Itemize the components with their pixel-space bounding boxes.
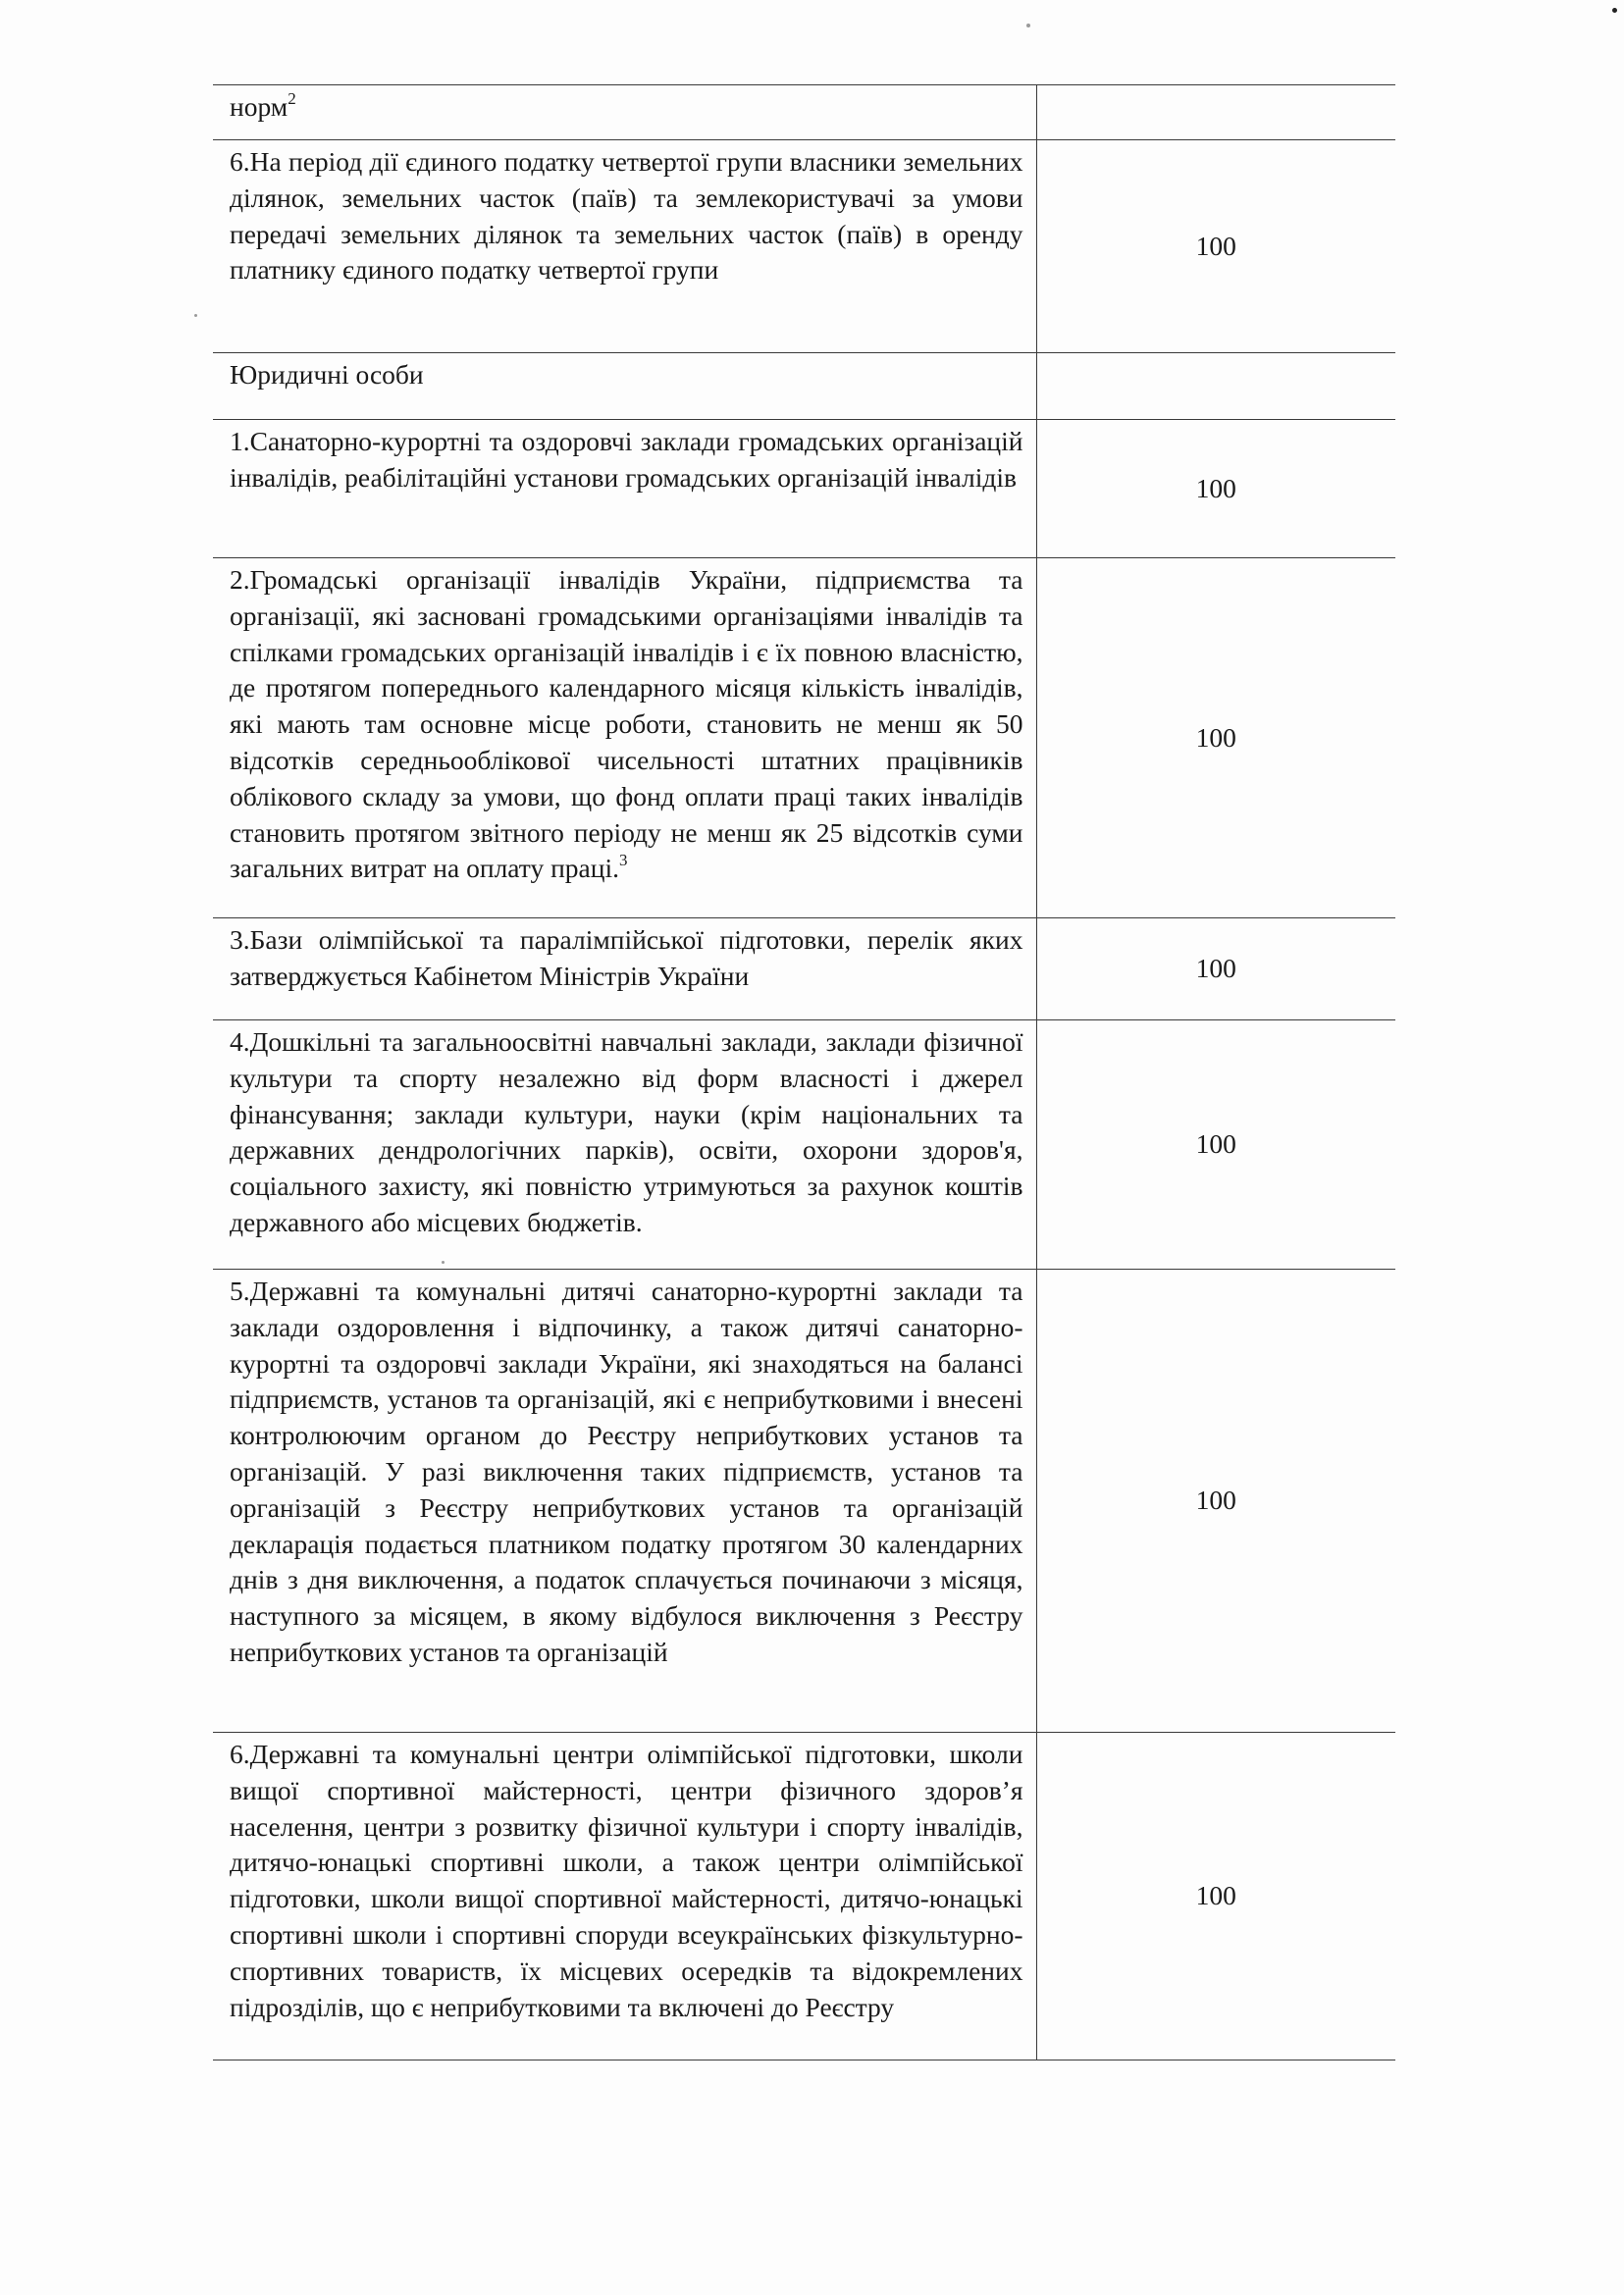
row-text: 1.Санаторно-курортні та оздоровчі заклади громадських організацій інвалідів, реабілітаційні установи громадських організацій інвалідів: [230, 426, 1023, 493]
row-text: 5.Державні та комунальні дитячі санаторно-курортні заклади та заклади оздоровлення і відпочинку, а також дитячі санаторно-курортні та оздоровчі заклади України, які знаходяться на балансі підприємств, установ та організацій, які є неприбутковими і внесені контролюючим органом до Реєстру неприбуткових установ та організацій. У разі виключення таких підприємств, установ та організацій з Реєстру неприбуткових установ та організацій декларація подається платником податку протягом 30 календарних днів з дня виключення, а податок сплачується починаючи з місяця, наступного за місяцем, в якому відбулося виключення з Реєстру неприбуткових установ та організацій: [230, 1276, 1023, 1667]
row-description: [213, 1270, 1036, 1733]
table-row: [213, 140, 1395, 353]
row-text: 3.Бази олімпійської та паралімпійської підготовки, перелік яких затверджується Кабінетом Міністрів України: [230, 924, 1023, 991]
table-row: [213, 420, 1395, 558]
row-description: [213, 1733, 1036, 2060]
scan-speck: [1612, 8, 1617, 13]
table-row: [213, 1733, 1395, 2060]
scan-speck: [194, 314, 197, 317]
row-description: [213, 1020, 1036, 1270]
table-row: [213, 558, 1395, 918]
row-rate: 100: [1036, 918, 1395, 1020]
footnote-marker: 2: [288, 89, 296, 108]
row-description: [213, 558, 1036, 918]
row-text: норм: [230, 91, 288, 122]
row-text: Юридичні особи: [230, 359, 424, 390]
footnote-marker: 3: [618, 851, 628, 870]
row-rate: 100: [1036, 420, 1395, 558]
row-description: [213, 85, 1036, 140]
table-row: [213, 1270, 1395, 1733]
table-row: [213, 918, 1395, 1020]
row-description: [213, 140, 1036, 353]
row-text: 4.Дошкільні та загальноосвітні навчальні заклади, заклади фізичної культури та спорту незалежно від форм власності і джерел фінансування; заклади культури, науки (крім національних та державних дендрологічних парків), освіти, охорони здоров'я, соціального захисту, які повністю утримуються за рахунок коштів державного або місцевих бюджетів.: [230, 1026, 1023, 1237]
row-rate: 100: [1036, 1733, 1395, 2060]
table-row: [213, 85, 1395, 140]
row-rate: 100: [1036, 1020, 1395, 1270]
scan-speck: [1026, 24, 1030, 27]
row-rate: [1036, 353, 1395, 420]
row-rate: 100: [1036, 140, 1395, 353]
tax-benefits-table: [213, 84, 1395, 2060]
row-rate: [1036, 85, 1395, 140]
row-description: [213, 918, 1036, 1020]
table-row: [213, 353, 1395, 420]
table-row: [213, 1020, 1395, 1270]
row-text: 2.Громадські організації інвалідів України, підприємства та організації, які засновані громадськими організаціями інвалідів та спілками громадських організацій інвалідів і є їх повною власністю, де протягом попереднього календарного місяця кількість інвалідів, які мають там основне місце роботи, становить не менш як 50 відсотків середньооблікової чисельності штатних працівників облікового складу за умови, що фонд оплати праці таких інвалідів становить протягом звітного періоду не менш як 25 відсотків суми загальних витрат на оплату праці.: [230, 564, 1023, 884]
row-rate: 100: [1036, 558, 1395, 918]
row-text: 6.Державні та комунальні центри олімпійської підготовки, школи вищої спортивної майстерності, центри фізичного здоров’я населення, центри з розвитку фізичної культури і спорту інвалідів, дитячо-юнацькі спортивні школи, а також центри олімпійської підготовки, школи вищої спортивної майстерності, дитячо-юнацькі спортивні школи і спортивні споруди всеукраїнських фізкультурно-спортивних товариств, їх місцевих осередків та відокремлених підрозділів, що є неприбутковими та включені до Реєстру: [230, 1739, 1023, 2022]
row-description: [213, 420, 1036, 558]
section-heading: [213, 353, 1036, 420]
row-text: 6.На період дії єдиного податку четвертої групи власники земельних ділянок, земельних часток (паїв) та землекористувачі за умови передачі земельних ділянок та земельних часток (паїв) в оренду платнику єдиного податку четвертої групи: [230, 146, 1023, 286]
row-rate: 100: [1036, 1270, 1395, 1733]
